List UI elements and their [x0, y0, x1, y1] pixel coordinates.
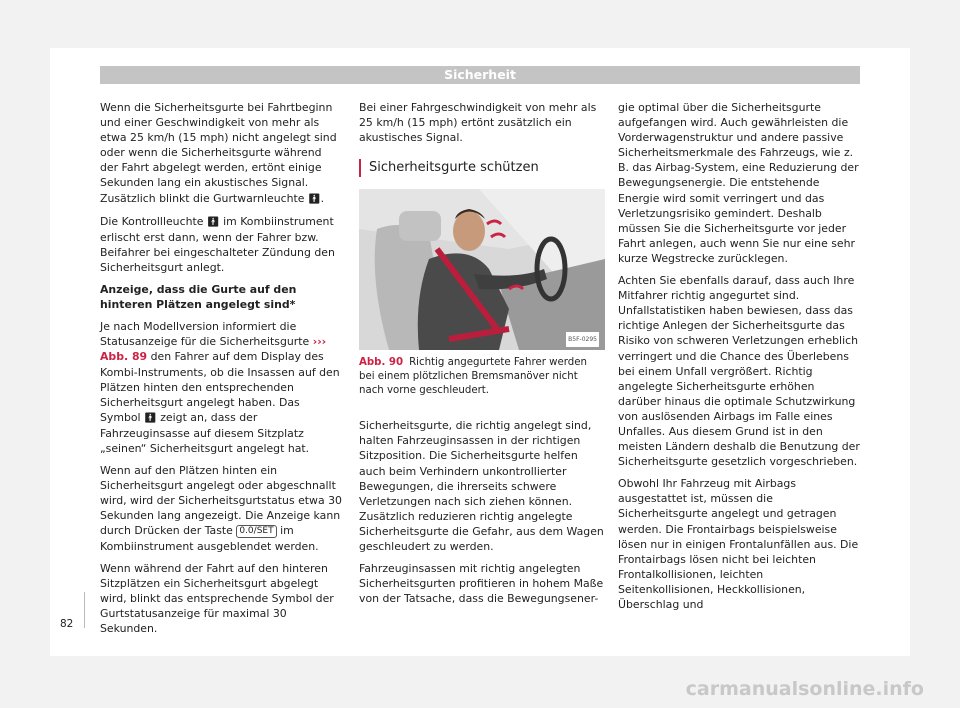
paragraph: Fahrzeuginsassen mit richtig angelegten Sicherheitsgurten profitieren in hohem Maße von der Tatsache, dass die Bewegungsener- [359, 562, 604, 606]
column-3 [618, 100, 860, 619]
seatbelt-person-icon: 🚹︎ [206, 216, 220, 228]
paragraph: Bei einer Fahrgeschwindigkeit von mehr als 25 km/h (15 mph) ertönt zusätzlich ein akustisches Signal. [359, 101, 597, 145]
set-key-label: 0.0/SET [236, 525, 276, 538]
seatbelt-person-icon: 🚹︎ [307, 193, 321, 205]
figure-link[interactable]: ››› Abb. 89 [100, 335, 327, 364]
paragraph: Wenn auf den Plätzen hinten ein Sicherheitsgurt angelegt oder abgeschnallt wird, wird der Sicherheitsgurtstatus etwa 30 Sekunden lang angezeigt. Die Anzeige kann durch Drücken der Taste 0.0/SET im Kombiinstrument ausgeblendet werden. [100, 464, 342, 553]
column-1 [100, 100, 342, 643]
paragraph: Die Kontrollleuchte 🚹︎ im Kombiinstrument erlischt erst dann, wenn der Fahrer bzw. Beifahrer bei eingeschalteter Zündung den Sicherheitsgurt anlegt. [100, 214, 335, 274]
figure-code: B5F-0295 [566, 332, 599, 347]
page-number-divider [84, 592, 85, 628]
column-2 [359, 100, 605, 613]
paragraph: Je nach Modellversion informiert die Statusanzeige für die Sicherheitsgurte ››› Abb. 89 den Fahrer auf dem Display des Kombi-Instruments, ob die Insassen auf den Plätzen hinten den entsprechenden Sicherheitsgurt angelegt haben. Das Symbol 🚹︎ zeigt an, dass der Fahrzeuginsasse auf diesem Sitzplatz „seinen“ Sicherheitsgurt angelegt hat. [100, 320, 340, 455]
page-header: Sicherheit [100, 66, 860, 84]
paragraph: Sicherheitsgurte, die richtig angelegt sind, halten Fahrzeuginsassen in der richtigen Sitzposition. Die Sicherheitsgurte helfen auch beim Verhindern unkontrollierter Bewegungen, die ihrerseits schwere Verletzungen nach sich ziehen können. Zusätzlich reduzieren richtig angelegte Sicherheitsgurte die Gefahr, aus dem Wagen geschleudert zu werden. [359, 419, 604, 554]
paragraph: Obwohl Ihr Fahrzeug mit Airbags ausgestattet ist, müssen die Sicherheitsgurte angelegt und getragen werden. Die Frontairbags beispielsweise lösen nur in einigen Frontalunfällen aus. Die Frontairbags lösen nicht bei leichten Frontalkollisionen, leichten Seitenkollisionen, Heckkollisionen, Überschlag und [618, 477, 859, 611]
figure-driver-seatbelt [359, 189, 605, 350]
subheading: Anzeige, dass die Gurte auf den hinteren Plätzen angelegt sind* [100, 283, 297, 312]
driver-illustration [359, 189, 605, 350]
paragraph: gie optimal über die Sicherheitsgurte aufgefangen wird. Auch gewährleisten die Vorderwagenstruktur und andere passive Sicherheitsmerkmale des Fahrzeugs, wie z. B. das Airbag-System, eine Reduzierung der Bewegungsenergie. Die entstehende Energie wird somit verringert und das Verletzungsrisiko gemindert. Deshalb müssen Sie die Sicherheitsgurte vor jeder Fahrt anlegen, auch wenn Sie nur eine sehr kurze Wegstrecke zurücklegen. [618, 101, 859, 265]
figure-caption: Abb. 90 Richtig angegurtete Fahrer werden bei einem plötzlichen Bremsmanöver nicht nach vorne geschleudert. [359, 357, 587, 397]
paragraph: Achten Sie ebenfalls darauf, dass auch Ihre Mitfahrer richtig angegurtet sind. Unfallstatistiken haben bewiesen, dass das richtige Anlegen der Sicherheitsgurte das Risiko von schweren Verletzungen erheblich verringert und die Chance des Überlebens bei einem Unfall vergrößert. Richtig angelegte Sicherheitsgurte erhöhen darüber hinaus die optimale Schutzwirkung von auslösenden Airbags im Falle eines Unfalles. Aus diesem Grund ist in den meisten Ländern deshalb die Benutzung der Sicherheitsgurte gesetzlich vorgeschrieben. [618, 274, 860, 469]
seatbelt-person-icon: 🚹︎ [144, 412, 157, 424]
paragraph: Wenn während der Fahrt auf den hinteren Sitzplätzen ein Sicherheitsgurt abgelegt wird, blinkt das entsprechende Symbol der Gurtstatusanzeige für maximal 30 Sekunden. [100, 561, 334, 635]
paragraph: Wenn die Sicherheitsgurte bei Fahrtbeginn und einer Geschwindigkeit von mehr als etwa 25 km/h (15 mph) nicht angelegt sind oder wenn die Sicherheitsgurte während der Fahrt abgelegt werden, ertönt einige Sekunden lang ein akustisches Signal. Zusätzlich blinkt die Gurtwarnleuchte 🚹︎. [100, 101, 337, 205]
watermark: carmanualsonline.info [685, 678, 924, 700]
page-number: 82 [60, 618, 74, 630]
section-title: Sicherheitsgurte schützen [359, 159, 605, 177]
